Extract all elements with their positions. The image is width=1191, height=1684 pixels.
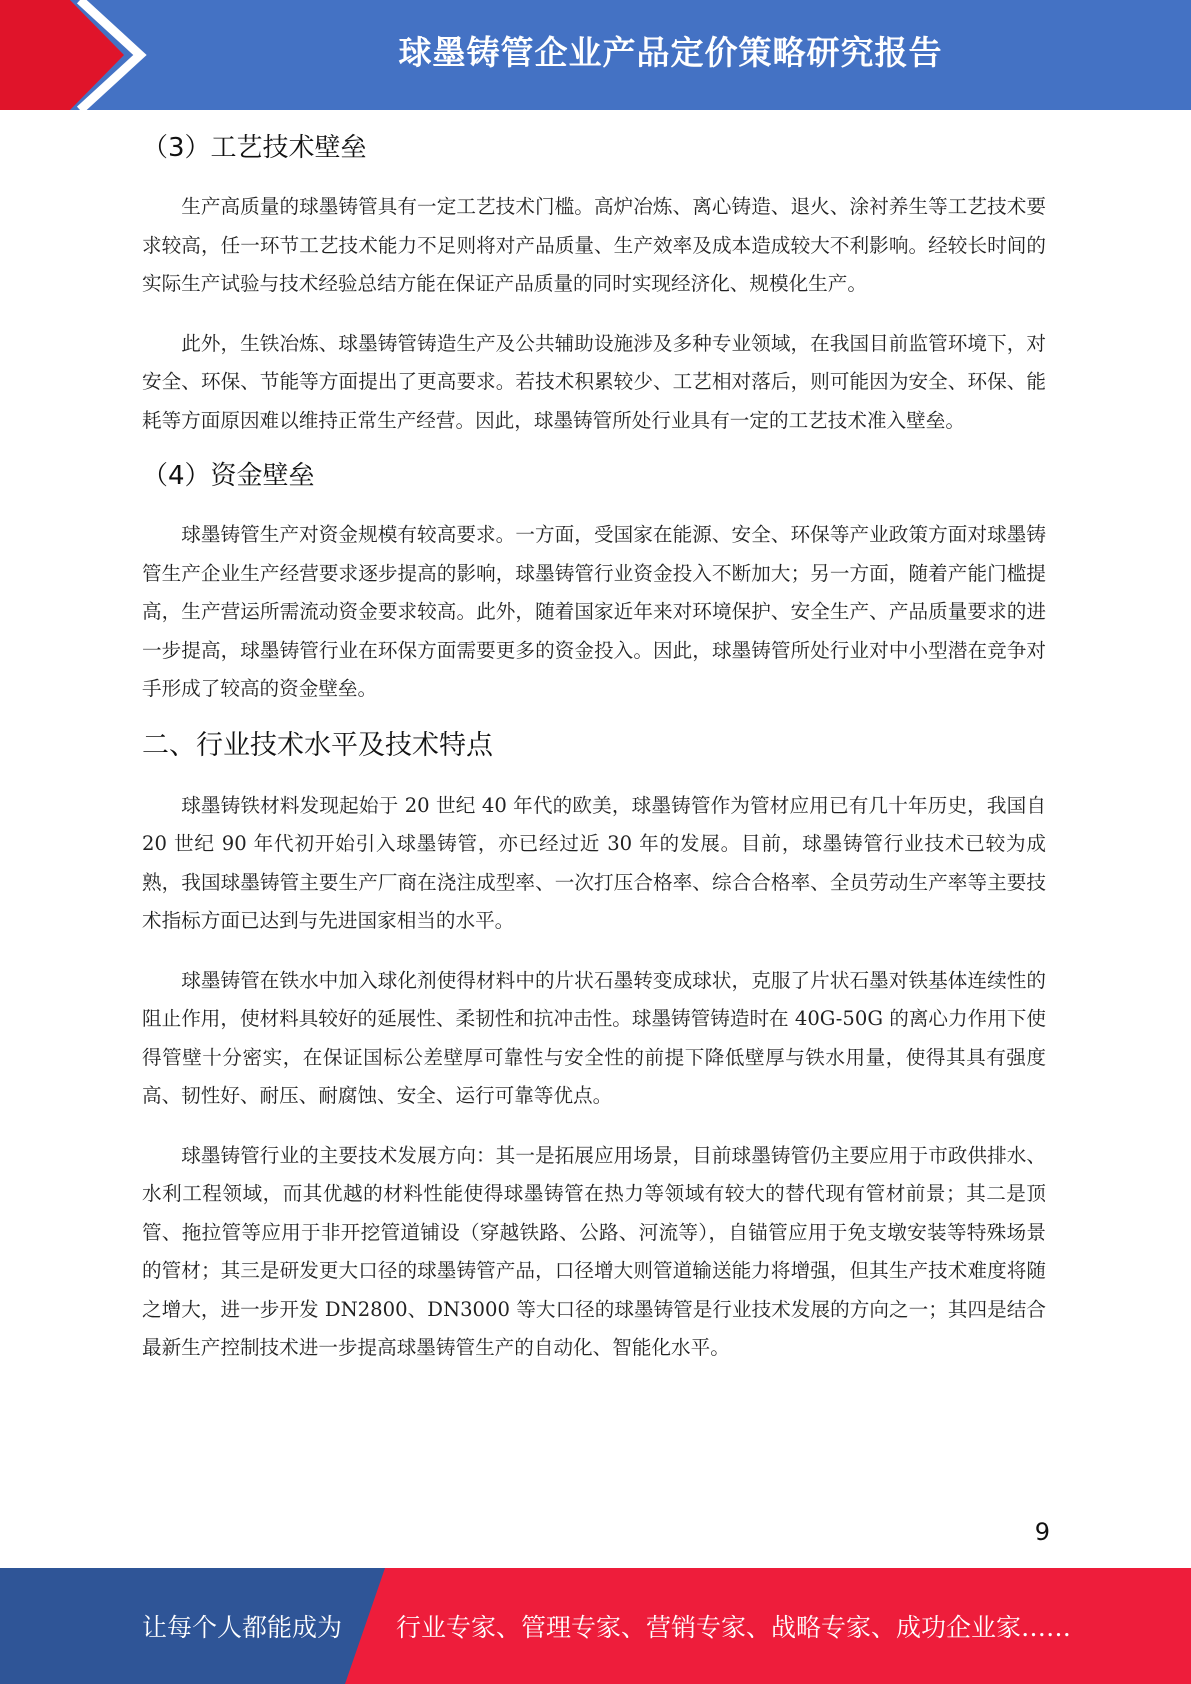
paragraph: 球墨铸管生产对资金规模有较高要求。一方面，受国家在能源、安全、环保等产业政策方面对球墨铸管生产企业生产经营要求逐步提高的影响，球墨铸管行业资金投入不断加大；另一方面，随着产能门槛提高，生产营运所需流动资金要求较高。此外，随着国家近年来对环境保护、安全生产、产品质量要求的进一步提高，球墨铸管行业在环保方面需要更多的资金投入。因此，球墨铸管所处行业对中小型潜在竞争对手形成了较高的资金壁垒。 [142, 523, 1046, 700]
page-number: 9 [1034, 1518, 1050, 1546]
paragraph: 球墨铸管在铁水中加入球化剂使得材料中的片状石墨转变成球状，克服了片状石墨对铁基体连续性的阻止作用，使材料具较好的延展性、柔韧性和抗冲击性。球墨铸管铸造时在 40G-50G 的离心力作用下使得管壁十分密实，在保证国标公差壁厚可靠性与安全性的前提下降低壁厚与铁水用量，使得其具有强度高、韧性好、耐压、耐腐蚀、安全、运行可靠等优点。 [142, 968, 1046, 1107]
header-red-arrow [0, 0, 124, 110]
header-arrow-decoration [0, 0, 170, 110]
paragraph: 生产高质量的球墨铸管具有一定工艺技术门槛。高炉冶炼、离心铸造、退火、涂衬养生等工艺技术要求较高，任一环节工艺技术能力不足则将对产品质量、生产效率及成本造成较大不利影响。经较长时间的实际生产试验与技术经验总结方能在保证产品质量的同时实现经济化、规模化生产。 [142, 195, 1046, 295]
paragraph: 球墨铸铁材料发现起始于 20 世纪 40 年代的欧美，球墨铸管作为管材应用已有几十年历史，我国自 20 世纪 90 年代初开始引入球墨铸管，亦已经过近 30 年的发展。目前，球墨铸管行业技术已较为成熟，我国球墨铸管主要生产厂商在浇注成型率、一次打压合格率、综合合格率、全员劳动生产率等主要技术指标方面已达到与先进国家相当的水平。 [142, 793, 1046, 932]
report-body [142, 126, 1046, 1368]
header-title: 球墨铸管企业产品定价策略研究报告 [398, 33, 943, 72]
section-heading-capital-barrier: （4）资金壁垒 [142, 461, 315, 491]
paragraph: 此外，生铁冶炼、球墨铸管铸造生产及公共辅助设施涉及多种专业领域，在我国目前监管环境下，对安全、环保、节能等方面提出了更高要求。若技术积累较少、工艺相对落后，则可能因为安全、环保、能耗等方面原因难以维持正常生产经营。因此，球墨铸管所处行业具有一定的工艺技术准入壁垒。 [142, 331, 1046, 432]
page-header [0, 0, 1191, 110]
section-heading-tech-level: 二、行业技术水平及技术特点 [142, 729, 493, 761]
footer-slogan-right: 行业专家、管理专家、营销专家、战略专家、成功企业家…… [396, 1613, 1072, 1642]
paragraph: 球墨铸管行业的主要技术发展方向：其一是拓展应用场景，目前球墨铸管仍主要应用于市政供排水、水利工程领域，而其优越的材料性能使得球墨铸管在热力等领域有较大的替代现有管材前景；其二是顶管、拖拉管等应用于非开挖管道铺设（穿越铁路、公路、河流等），自锚管应用于免支墩安装等特殊场景的管材；其三是研发更大口径的球墨铸管产品，口径增大则管道输送能力将增强，但其生产技术难度将随之增大，进一步开发 DN2800、DN3000 等大口径的球墨铸管是行业技术发展的方向之一；其四是结合最新生产控制技术进一步提高球墨铸管生产的自动化、智能化水平。 [142, 1143, 1046, 1359]
section-heading-process-barrier: （3）工艺技术壁垒 [142, 133, 367, 163]
page-footer [0, 1568, 1191, 1684]
footer-slogan-left: 让每个人都能成为 [142, 1613, 343, 1642]
